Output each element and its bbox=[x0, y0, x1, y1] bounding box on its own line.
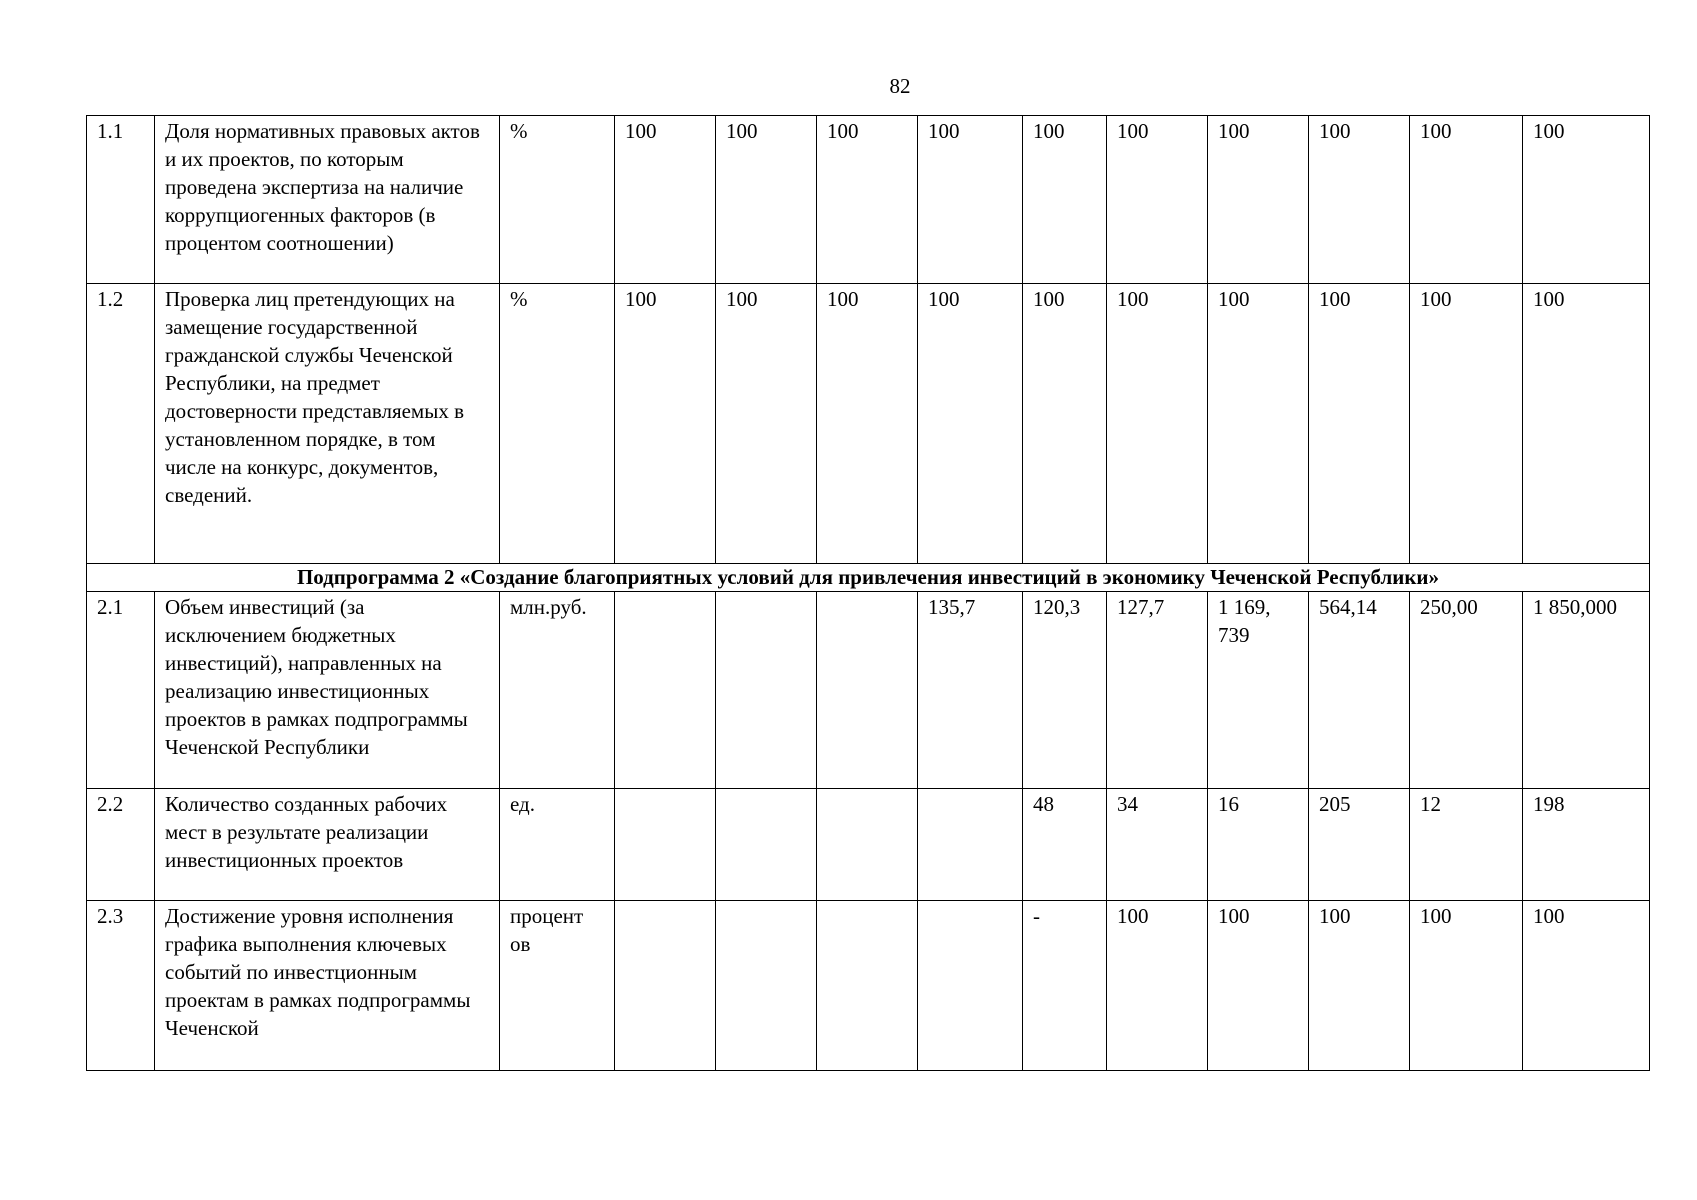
value-cell bbox=[918, 789, 1023, 901]
value-cell bbox=[817, 789, 918, 901]
value-cell: 100 bbox=[1208, 116, 1309, 284]
value-cell: 100 bbox=[716, 284, 817, 564]
unit-cell: % bbox=[500, 116, 615, 284]
value-cell bbox=[817, 901, 918, 1071]
value-cell: 16 bbox=[1208, 789, 1309, 901]
value-cell bbox=[615, 789, 716, 901]
table-row bbox=[87, 116, 1650, 284]
value-cell: 100 bbox=[1410, 116, 1523, 284]
value-cell: 100 bbox=[1107, 901, 1208, 1071]
value-cell: 100 bbox=[1309, 901, 1410, 1071]
indicator-name: Достижение уровня исполнения графика выполнения ключевых событий по инвестционным проектам в рамках подпрограммы Чеченской bbox=[155, 901, 500, 1071]
value-cell bbox=[918, 901, 1023, 1071]
value-cell: 100 bbox=[1023, 116, 1107, 284]
value-cell: 100 bbox=[1107, 116, 1208, 284]
section-title: Подпрограмма 2 «Создание благоприятных условий для привлечения инвестиций в экономику Чеченской Республики» bbox=[87, 564, 1650, 592]
value-cell: 100 bbox=[615, 116, 716, 284]
section-header-row bbox=[87, 564, 1650, 592]
value-cell: 100 bbox=[716, 116, 817, 284]
value-cell: 100 bbox=[817, 116, 918, 284]
unit-cell: млн.руб. bbox=[500, 592, 615, 789]
value-cell bbox=[716, 901, 817, 1071]
value-cell bbox=[716, 592, 817, 789]
value-cell: 198 bbox=[1523, 789, 1650, 901]
value-cell: 100 bbox=[817, 284, 918, 564]
table-row bbox=[87, 284, 1650, 564]
value-cell: 100 bbox=[1309, 284, 1410, 564]
row-number: 2.2 bbox=[87, 789, 155, 901]
value-cell: 205 bbox=[1309, 789, 1410, 901]
value-cell: 100 bbox=[918, 284, 1023, 564]
value-cell: 100 bbox=[615, 284, 716, 564]
value-cell: 34 bbox=[1107, 789, 1208, 901]
value-cell: 127,7 bbox=[1107, 592, 1208, 789]
indicator-name: Доля нормативных правовых актов и их проектов, по которым проведена экспертиза на наличие коррупциогенных факторов (в процентом соотношении) bbox=[155, 116, 500, 284]
value-cell: 1 169, 739 bbox=[1208, 592, 1309, 789]
row-number: 2.3 bbox=[87, 901, 155, 1071]
value-cell: 100 bbox=[1309, 116, 1410, 284]
unit-cell: процент ов bbox=[500, 901, 615, 1071]
indicator-name: Количество созданных рабочих мест в результате реализации инвестиционных проектов bbox=[155, 789, 500, 901]
value-cell: 12 bbox=[1410, 789, 1523, 901]
value-cell: 100 bbox=[1523, 284, 1650, 564]
value-cell: 120,3 bbox=[1023, 592, 1107, 789]
indicators-table bbox=[86, 115, 1650, 1071]
table-row bbox=[87, 592, 1650, 789]
value-cell: 100 bbox=[1523, 901, 1650, 1071]
row-number: 1.1 bbox=[87, 116, 155, 284]
value-cell: 100 bbox=[1523, 116, 1650, 284]
unit-cell: ед. bbox=[500, 789, 615, 901]
value-cell: 564,14 bbox=[1309, 592, 1410, 789]
value-cell: 1 850,000 bbox=[1523, 592, 1650, 789]
value-cell: 48 bbox=[1023, 789, 1107, 901]
indicator-name: Проверка лиц претендующих на замещение государственной гражданской службы Чеченской Республики, на предмет достоверности представляемых в установленном порядке, в том числе на конкурс, документов, сведений. bbox=[155, 284, 500, 564]
value-cell: 100 bbox=[1107, 284, 1208, 564]
page-number: 82 bbox=[889, 74, 911, 98]
unit-cell: % bbox=[500, 284, 615, 564]
value-cell bbox=[615, 901, 716, 1071]
value-cell: 100 bbox=[1410, 901, 1523, 1071]
indicator-name: Объем инвестиций (за исключением бюджетных инвестиций), направленных на реализацию инвестиционных проектов в рамках подпрограммы Чеченской Республики bbox=[155, 592, 500, 789]
value-cell: - bbox=[1023, 901, 1107, 1071]
value-cell: 100 bbox=[1410, 284, 1523, 564]
value-cell: 135,7 bbox=[918, 592, 1023, 789]
value-cell: 100 bbox=[918, 116, 1023, 284]
table-row bbox=[87, 901, 1650, 1071]
table-row bbox=[87, 789, 1650, 901]
value-cell: 100 bbox=[1208, 901, 1309, 1071]
row-number: 2.1 bbox=[87, 592, 155, 789]
value-cell bbox=[716, 789, 817, 901]
value-cell: 100 bbox=[1208, 284, 1309, 564]
value-cell: 100 bbox=[1023, 284, 1107, 564]
value-cell bbox=[615, 592, 716, 789]
row-number: 1.2 bbox=[87, 284, 155, 564]
value-cell: 250,00 bbox=[1410, 592, 1523, 789]
value-cell bbox=[817, 592, 918, 789]
